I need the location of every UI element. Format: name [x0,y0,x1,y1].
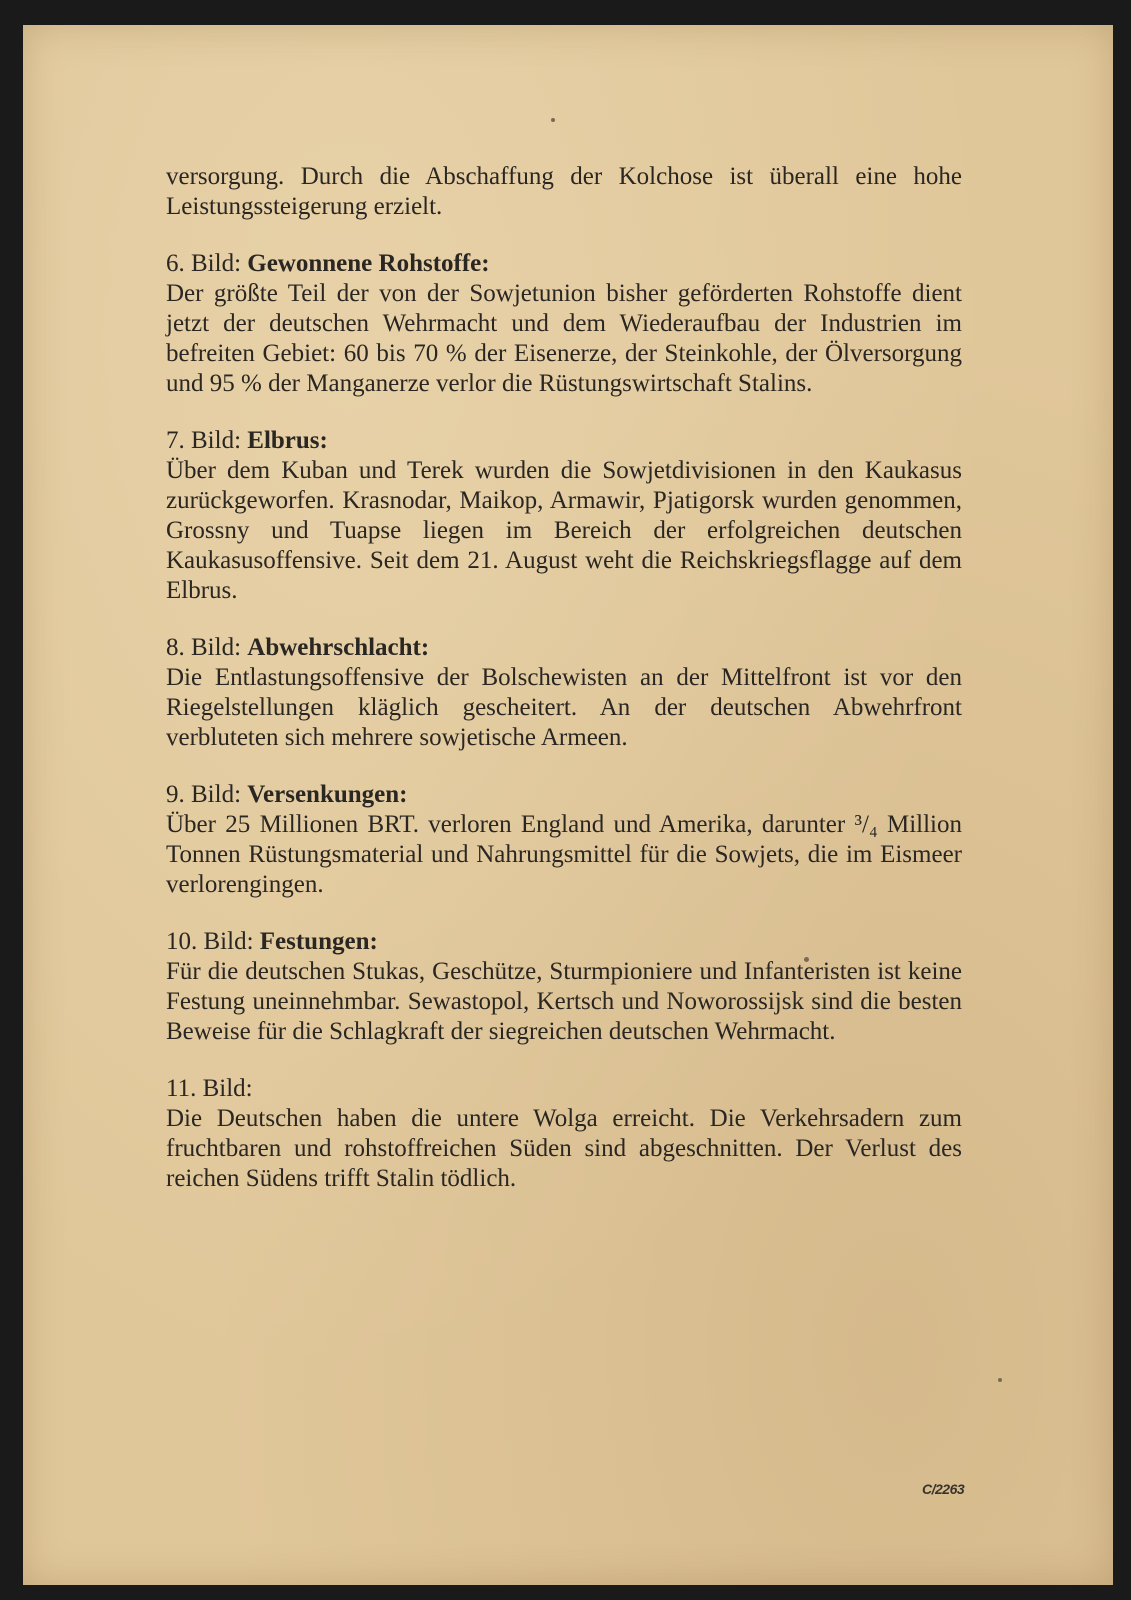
paper-speck [998,1378,1002,1382]
section-body: Die Deutschen haben die untere Wolga erreicht. Die Verkehrsadern zum fruchtbaren und rohstoffreichen Süden sind abgeschnitten. Der Verlust des reichen Südens trifft Stalin tödlich. [166,1105,962,1192]
section-title: Gewonnene Rohstoffe: [247,250,490,277]
section-title: Abwehrschlacht: [247,634,430,661]
section-number: 9. Bild: [166,781,242,808]
section-number: 8. Bild: [166,634,242,661]
section-body: Der größte Teil der von der Sowjetunion bisher geförderten Rohstoffe dient jetzt der deutschen Wehrmacht und dem Wiederaufbau der Industrien im befreiten Gebiet: 60 bis 70 % der Eisenerze, der Steinkohle, der Ölversorgung und 95 % der Manganerze verlor die Rüstungswirtschaft Stalins. [166,280,962,397]
section-heading [166,927,962,957]
intro-paragraph: versorgung. Durch die Abschaffung der Kolchose ist überall eine hohe Leistungssteigerung erzielt. [166,163,962,220]
section-heading [166,780,962,810]
section-heading [166,633,962,663]
section-bild-10 [166,927,962,1047]
section-bild-6 [166,249,962,399]
section-number: 10. Bild: [166,928,254,955]
section-title: Versenkungen: [247,781,408,808]
section-heading [166,1074,962,1104]
section-title: Festungen: [259,928,378,955]
section-heading [166,426,962,456]
section-body: Über 25 Millionen BRT. verloren England und Amerika, darunter ³/₄ Million Tonnen Rüstungsmaterial und Nahrungsmittel für die Sowjets, die im Eismeer verlorengingen. [166,811,962,898]
section-heading [166,249,962,279]
section-bild-9 [166,780,962,900]
section-number: 6. Bild: [166,250,242,277]
section-bild-11 [166,1074,962,1194]
section-body: Über dem Kuban und Terek wurden die Sowjetdivisionen in den Kaukasus zurückgeworfen. Krasnodar, Maikop, Armawir, Pjatigorsk wurden genommen, Grossny und Tuapse liegen im Bereich der erfolgreichen deutschen Kaukasusoffensive. Seit dem 21. August weht die Reichskriegsflagge auf dem Elbrus. [166,457,962,604]
section-number: 7. Bild: [166,427,242,454]
catalog-number: C/2263 [922,1481,965,1497]
section-bild-8 [166,633,962,753]
paper-speck [551,118,555,122]
section-title: Elbrus: [247,427,328,454]
section-bild-7 [166,426,962,606]
section-body: Für die deutschen Stukas, Geschütze, Sturmpioniere und Infanteristen ist keine Festung uneinnehmbar. Sewastopol, Kertsch und Noworossijsk sind die besten Beweise für die Schlagkraft der siegreichen deutschen Wehrmacht. [166,958,962,1045]
section-body: Die Entlastungsoffensive der Bolschewisten an der Mittelfront ist vor den Riegelstellungen kläglich gescheitert. An der deutschen Abwehrfront verbluteten sich mehrere sowjetische Armeen. [166,664,962,751]
section-number: 11. Bild: [166,1075,253,1102]
document-text [166,162,962,1221]
